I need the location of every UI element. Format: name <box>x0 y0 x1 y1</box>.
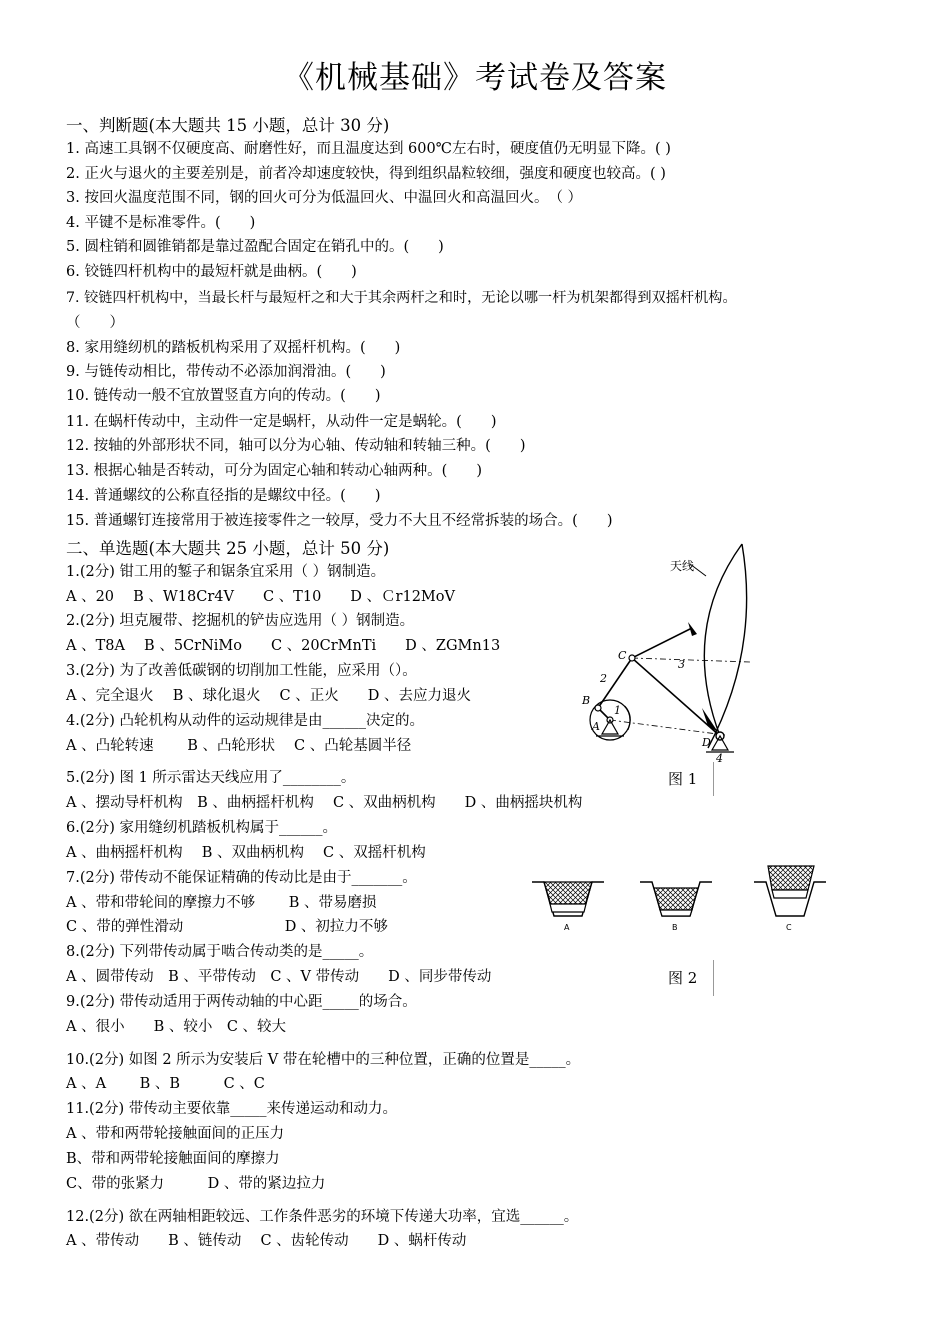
single-q7-options-cd: C 、带的弹性滑动 D 、初拉力不够 <box>66 919 388 935</box>
link-3-centerline <box>632 658 750 662</box>
figure-1-radar-linkage <box>570 540 760 765</box>
judge-q13: 13. 根据心轴是否转动，可分为固定心轴和转动心轴两种。( ) <box>66 463 482 479</box>
single-q2-options: A 、T8A B 、5CrNiMo C 、20CrMnTi D 、ZGMn13 <box>66 638 501 654</box>
judge-q10: 10. 链传动一般不宜放置竖直方向的传动。( ) <box>66 388 381 404</box>
label-d: D <box>702 736 711 749</box>
judge-q7-paren: （ ） <box>66 315 124 331</box>
single-q3: 3.(2分) 为了改善低碳钢的切削加工性能，应采用（）。 <box>66 663 417 679</box>
fig2-label-b: B <box>672 923 678 932</box>
single-q6-options: A 、曲柄摇杆机构 B 、双曲柄机构 C 、双摇杆机构 <box>66 845 426 861</box>
single-q8: 8.(2分) 下列带传动属于啮合传动类的是_____。 <box>66 944 374 960</box>
judge-q12: 12. 按轴的外部形状不同，轴可以分为心轴、传动轴和转轴三种。( ) <box>66 438 526 454</box>
single-q12: 12.(2分) 欲在两轴相距较远、工作条件恶劣的环境下传递大功率，宜选______。 <box>66 1209 579 1225</box>
section-heading-judge: 一、判断题(本大题共 15 小题，总计 30 分) <box>66 116 390 135</box>
single-q6: 6.(2分) 家用缝纫机踏板机构属于______。 <box>66 820 337 836</box>
figure-2-divider <box>713 960 714 996</box>
label-c: C <box>618 649 627 662</box>
single-q11-option-b: B、带和两带轮接触面间的摩擦力 <box>66 1151 280 1167</box>
vbelt-position-a <box>532 882 604 932</box>
antenna-label: 天线 <box>670 559 695 573</box>
link-3-lower <box>632 658 720 736</box>
judge-q6: 6. 铰链四杆机构中的最短杆就是曲柄。( ) <box>66 264 357 280</box>
single-q2: 2.(2分) 坦克履带、挖掘机的铲齿应选用（ ）钢制造。 <box>66 613 415 629</box>
single-q7-options-ab: A 、带和带轮间的摩擦力不够 B 、带易磨损 <box>66 895 377 911</box>
judge-q5: 5. 圆柱销和圆锥销都是靠过盈配合固定在销孔中的。( ) <box>66 239 444 255</box>
judge-q3: 3. 按回火温度范围不同，钢的回火可分为低温回火、中温回火和高温回火。 （ ） <box>66 190 583 206</box>
judge-q7: 7. 铰链四杆机构中，当最长杆与最短杆之和大于其余两杆之和时，无论以哪一杆为机架都得到双摇杆机构。 <box>66 290 737 306</box>
link-3-upper <box>632 628 692 658</box>
vbelt-position-c <box>754 866 826 932</box>
judge-q9: 9. 与链传动相比，带传动不必添加润滑油。( ) <box>66 364 386 380</box>
figure-2-vbelt-positions <box>528 860 848 935</box>
label-3: 3 <box>678 658 685 671</box>
label-1: 1 <box>614 704 621 717</box>
single-q9-options: A 、很小 B 、较小 C 、较大 <box>66 1019 287 1035</box>
judge-q2: 2. 正火与退火的主要差别是，前者冷却速度较快，得到组织晶粒较细，强度和硬度也较高。( ) <box>66 166 666 182</box>
label-2: 2 <box>600 672 607 685</box>
single-q9: 9.(2分) 带传动适用于两传动轴的中心距_____的场合。 <box>66 994 417 1010</box>
single-q7: 7.(2分) 带传动不能保证精确的传动比是由于_______。 <box>66 870 417 886</box>
judge-q11: 11. 在蜗杆传动中，主动件一定是蜗杆，从动件一定是蜗轮。( ) <box>66 414 497 430</box>
judge-q8: 8. 家用缝纫机的踏板机构采用了双摇杆机构。( ) <box>66 340 401 356</box>
single-q10-options: A 、A B 、B C 、C <box>66 1076 265 1092</box>
judge-q1: 1. 高速工具钢不仅硬度高、耐磨性好，而且温度达到 600℃左右时，硬度值仍无明显下降。( ) <box>66 141 671 157</box>
page-title: 《机械基础》考试卷及答案 <box>283 60 667 96</box>
label-b: B <box>582 694 591 707</box>
vbelt-position-b <box>640 882 712 932</box>
figure-2-caption: 图 2 <box>668 969 698 987</box>
single-q8-options: A 、圆带传动 B 、平带传动 C 、V 带传动 D 、同步带传动 <box>66 969 492 985</box>
fig2-label-a: A <box>564 923 570 932</box>
section-heading-single: 二、单选题(本大题共 25 小题，总计 50 分) <box>66 539 390 558</box>
label-4: 4 <box>716 752 723 765</box>
single-q11: 11.(2分) 带传动主要依靠_____来传递运动和动力。 <box>66 1101 397 1117</box>
single-q12-options: A 、带传动 B 、链传动 C 、齿轮传动 D 、蜗杆传动 <box>66 1233 467 1249</box>
single-q5: 5.(2分) 图 1 所示雷达天线应用了________。 <box>66 770 356 786</box>
judge-q15: 15. 普通螺钉连接常用于被连接零件之一较厚，受力不大且不经常拆装的场合。( ) <box>66 513 613 529</box>
joint-c <box>629 655 635 661</box>
judge-q14: 14. 普通螺纹的公称直径指的是螺纹中径。( ) <box>66 488 381 504</box>
antenna-dish-frame <box>704 544 742 736</box>
single-q11-option-a: A 、带和两带轮接触面间的正压力 <box>66 1126 285 1142</box>
single-q4: 4.(2分) 凸轮机构从动件的运动规律是由______决定的。 <box>66 713 424 729</box>
single-q5-options: A 、摆动导杆机构 B 、曲柄摇杆机构 C 、双曲柄机构 D 、曲柄摇块机构 <box>66 795 583 811</box>
single-q1-options: A 、20 B 、W18Cr4V C 、T10 D 、Ｃr12MoV <box>66 589 455 605</box>
single-q10: 10.(2分) 如图 2 所示为安装后 V 带在轮槽中的三种位置，正确的位置是_____。 <box>66 1052 581 1068</box>
single-q11-options-cd: C、带的张紧力 D 、带的紧边拉力 <box>66 1176 326 1192</box>
figure-1-caption: 图 1 <box>668 770 698 788</box>
single-q1: 1.(2分) 钳工用的錾子和锯条宜采用（ ）钢制造。 <box>66 564 386 580</box>
fig2-label-c: C <box>786 923 792 932</box>
single-q3-options: A 、完全退火 B 、球化退火 C 、正火 D 、去应力退火 <box>66 688 471 704</box>
label-a: A <box>592 720 600 733</box>
figure-1-divider <box>713 762 714 796</box>
single-q4-options: A 、凸轮转速 B 、凸轮形状 C 、凸轮基圆半径 <box>66 738 412 754</box>
judge-q4: 4. 平键不是标准零件。( ) <box>66 215 256 231</box>
joint-gusset-bottom <box>702 708 718 732</box>
joint-b <box>595 705 601 711</box>
